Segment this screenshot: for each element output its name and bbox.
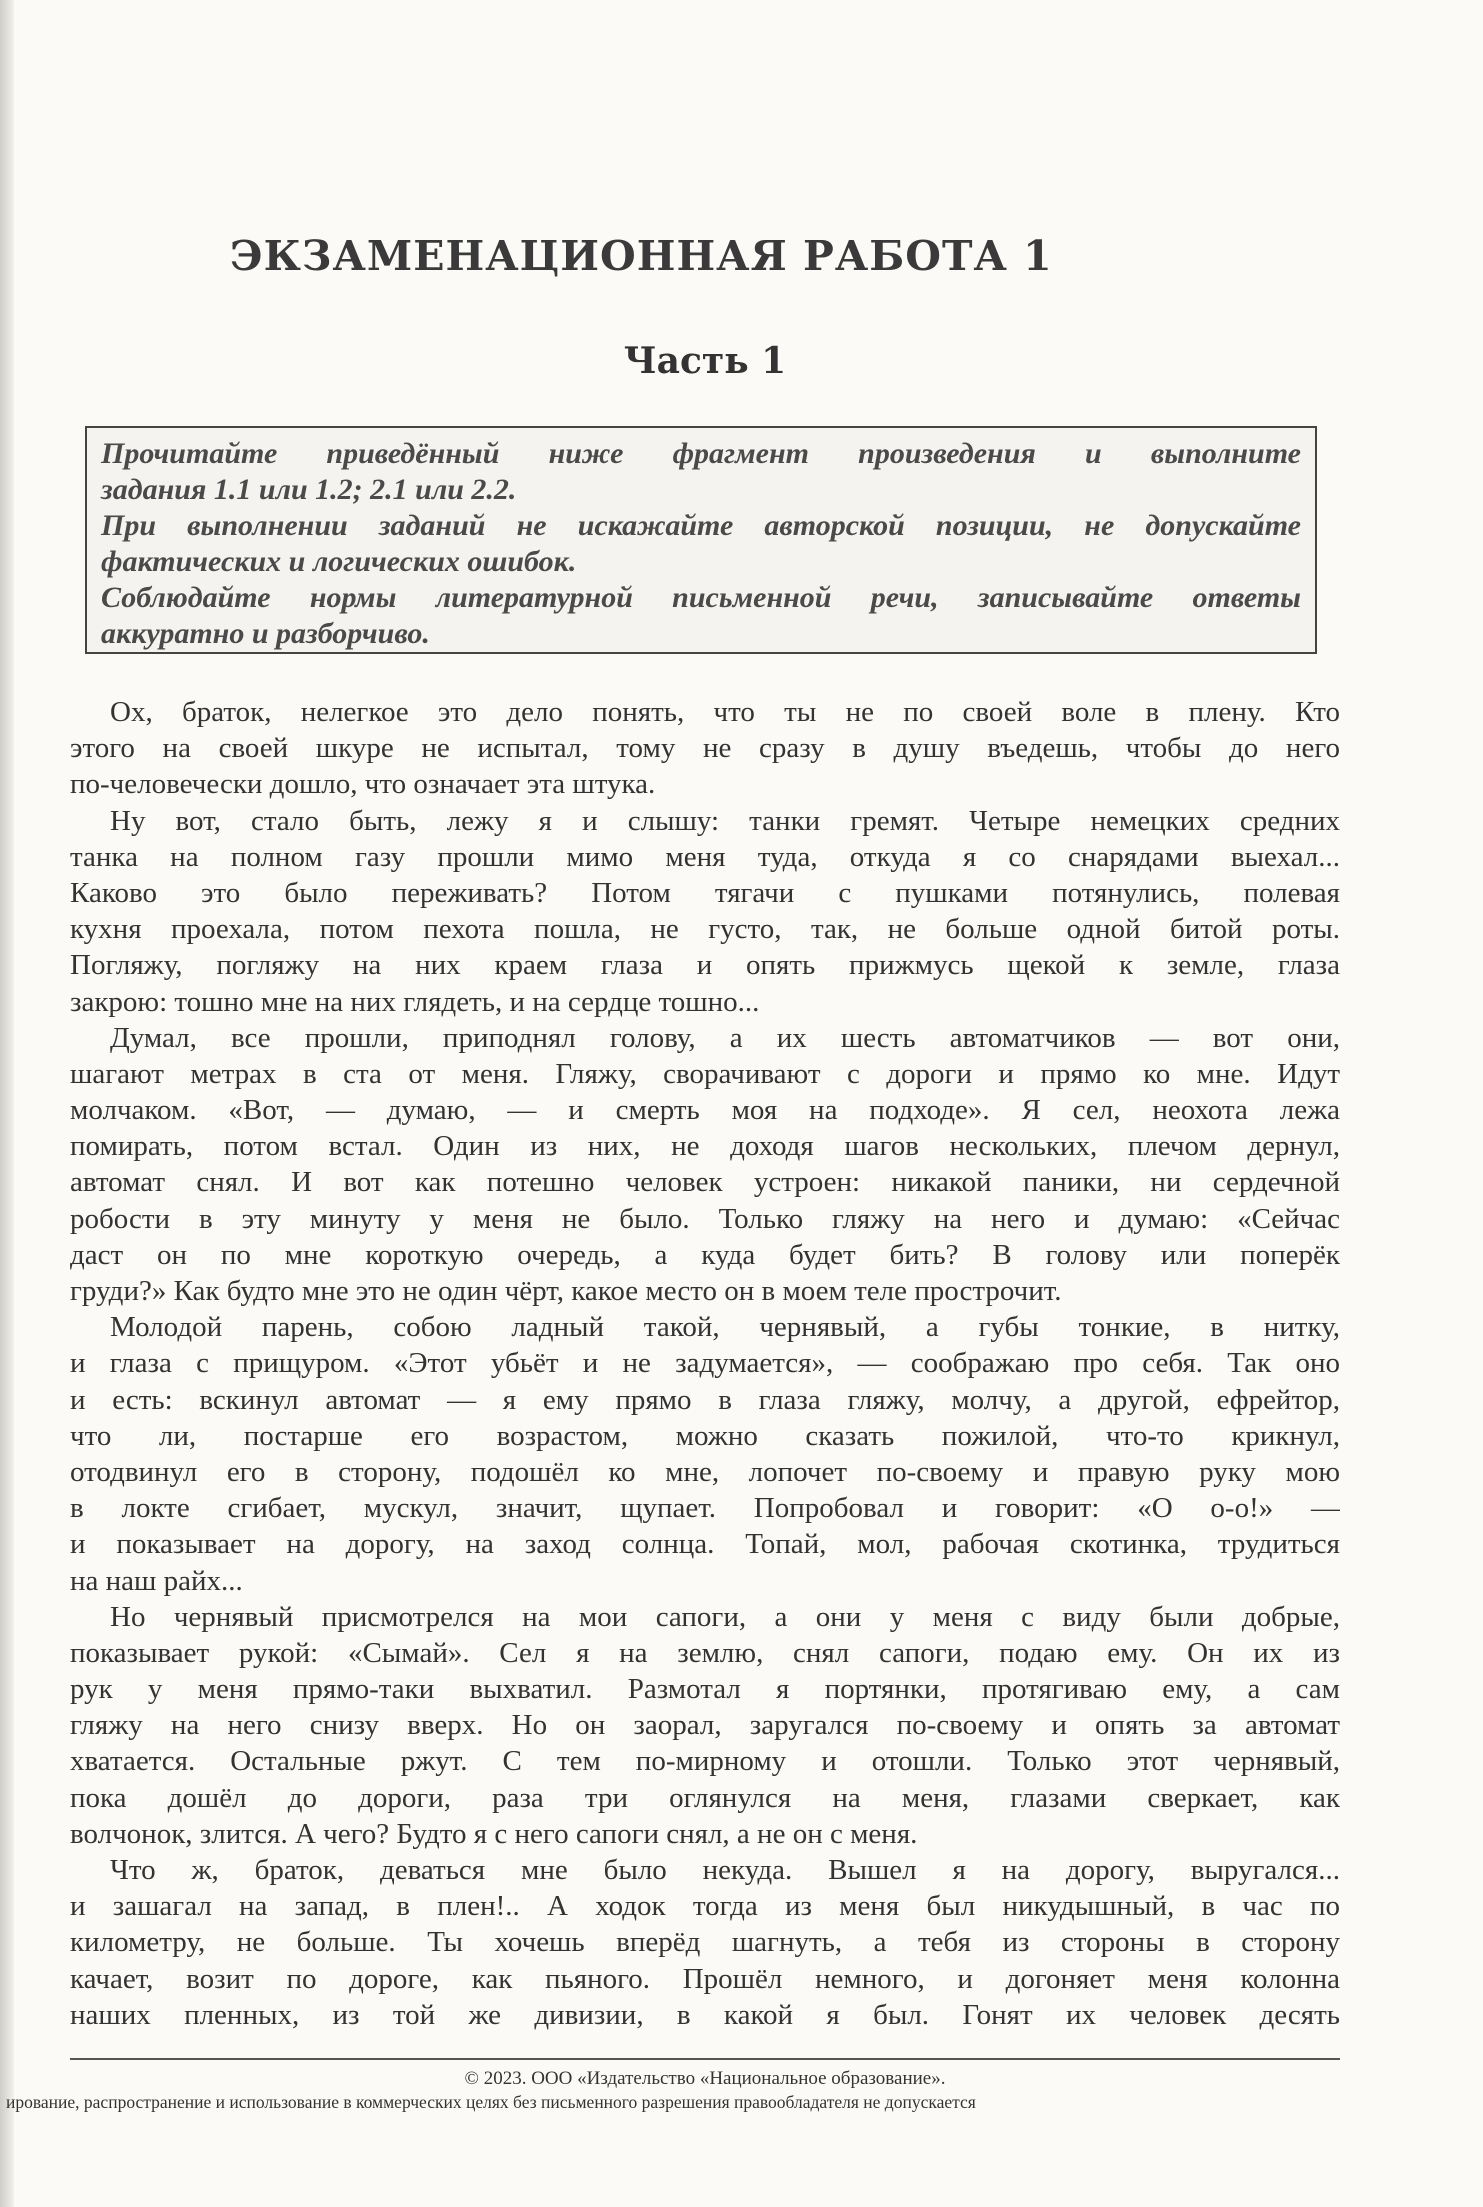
text-line: Но чернявый присмотрелся на мои сапоги, а они у меня с виду были добрые,: [110, 1600, 1340, 1633]
text-line: помирать, потом встал. Один из них, не доходя шагов нескольких, плечом дернул,: [70, 1130, 1340, 1163]
text-line: и есть: вскинул автомат — я ему прямо в глаза гляжу, молчу, а другой, ефрейтор,: [70, 1383, 1340, 1416]
text-line: шагают метрах в ста от меня. Гляжу, сворачивают с дороги и прямо ко мне. Идут: [70, 1057, 1340, 1090]
instructions-line: Прочитайте приведённый ниже фрагмент произведения и выполните: [101, 437, 1301, 470]
document-page: [6, 0, 1340, 2207]
text-line: показывает рукой: «Сымай». Сел я на землю, снял сапоги, подаю ему. Он их из: [70, 1636, 1340, 1669]
text-line: хватается. Остальные ржут. С тем по-мирному и отошли. Только этот чернявый,: [70, 1745, 1340, 1778]
text-line: груди?» Как будто мне это не один чёрт, какое место он в моем теле прострочит.: [70, 1275, 1062, 1307]
instructions-line: фактических и логических ошибок.: [101, 545, 577, 578]
part-heading: Часть 1: [623, 340, 787, 382]
text-line: гляжу на него снизу вверх. Но он заорал, заругался по-своему и опять за автомат: [70, 1709, 1340, 1742]
text-line: танка на полном газу прошли мимо меня туда, откуда я со снарядами выехал...: [70, 840, 1340, 873]
instructions-line: аккуратно и разборчиво.: [101, 617, 430, 650]
text-line: даст он по мне короткую очередь, а куда будет бить? В голову или поперёк: [70, 1238, 1340, 1271]
instructions-line: Соблюдайте нормы литературной письменной речи, записывайте ответы: [101, 581, 1301, 614]
text-line: Что ж, браток, деваться мне было некуда. Вышел я на дорогу, выругался...: [110, 1854, 1340, 1886]
text-line: Погляжу, погляжу на них краем глаза и опять прижмусь щекой к земле, глаза: [70, 949, 1340, 982]
text-line: кухня проехала, потом пехота пошла, не густо, так, не больше одной битой роты.: [70, 913, 1340, 946]
copyright-notice: © 2023. ООО «Издательство «Национальное образование».: [464, 2068, 946, 2089]
exam-title: ЭКЗАМЕНАЦИОННАЯ РАБОТА 1: [230, 232, 1053, 280]
text-line: Каково это было переживать? Потом тягачи с пушками потянулись, полевая: [70, 876, 1340, 909]
text-line: молчаком. «Вот, — думаю, — и смерть моя на подходе». Я сел, неохота лежа: [70, 1094, 1340, 1127]
text-line: Ох, браток, нелегкое это дело понять, что ты не по своей воле в плену. Кто: [110, 696, 1340, 728]
literary-fragment: [70, 694, 1340, 2033]
rights-notice: ирование, распространение и использование в коммерческих целях без письменного разрешения правообладателя не допускается: [6, 2092, 976, 2112]
text-line: километру, не больше. Ты хочешь вперёд шагнуть, а тебя из стороны в сторону: [70, 1926, 1340, 1959]
text-line: закрою: тошно мне на них глядеть, и на сердце тошно...: [70, 985, 760, 1018]
text-line: Ну вот, стало быть, лежу я и слышу: танки гремят. Четыре немецких средних: [110, 804, 1340, 837]
text-line: и глаза с прищуром. «Этот убьёт и не задумается», — соображаю про себя. Так оно: [70, 1347, 1340, 1380]
text-line: на наш райх...: [70, 1564, 243, 1597]
text-line: качает, возит по дороге, как пьяного. Прошёл немного, и догоняет меня колонна: [70, 1962, 1340, 1995]
text-line: рук у меня прямо-таки выхватил. Размотал я портянки, протягиваю ему, а сам: [70, 1673, 1340, 1706]
instructions-line: При выполнении заданий не искажайте авторской позиции, не допускайте: [101, 509, 1301, 542]
text-line: наших пленных, из той же дивизии, в какой я был. Гонят их человек десять: [70, 1998, 1340, 2031]
text-line: Думал, все прошли, приподнял голову, а их шесть автоматчиков — вот они,: [110, 1021, 1340, 1054]
instructions-line: задания 1.1 или 1.2; 2.1 или 2.2.: [101, 473, 517, 506]
text-line: этого на своей шкуре не испытал, тому не сразу в душу въедешь, чтобы до него: [70, 732, 1340, 765]
text-line: Молодой парень, собою ладный такой, чернявый, а губы тонкие, в нитку,: [110, 1311, 1340, 1344]
text-line: робости в эту минуту у меня не было. Только гляжу на него и думаю: «Сейчас: [70, 1202, 1340, 1235]
footer-divider: [70, 2058, 1340, 2060]
text-line: что ли, постарше его возрастом, можно сказать пожилой, что-то крикнул,: [70, 1419, 1340, 1452]
text-line: и зашагал на запад, в плен!.. А ходок тогда из меня был никудышный, в час по: [70, 1890, 1340, 1923]
text-line: по-человечески дошло, что означает эта штука.: [70, 768, 656, 801]
text-line: волчонок, злится. А чего? Будто я с него сапоги снял, а не он с меня.: [70, 1817, 918, 1850]
text-line: отодвинул его в сторону, подошёл ко мне, лопочет по-своему и правую руку мою: [70, 1455, 1340, 1488]
text-line: автомат снял. И вот как потешно человек устроен: никакой паники, ни сердечной: [70, 1166, 1340, 1199]
text-line: и показывает на дорогу, на заход солнца. Топай, мол, рабочая скотинка, трудиться: [70, 1528, 1340, 1561]
page-edge-shadow: [0, 0, 14, 2207]
text-line: в локте сгибает, мускул, значит, щупает. Попробовал и говорит: «О о-о!» —: [70, 1492, 1340, 1525]
text-line: пока дошёл до дороги, раза три оглянулся на меня, глазами сверкает, как: [70, 1781, 1340, 1814]
instructions-box: [85, 426, 1317, 654]
